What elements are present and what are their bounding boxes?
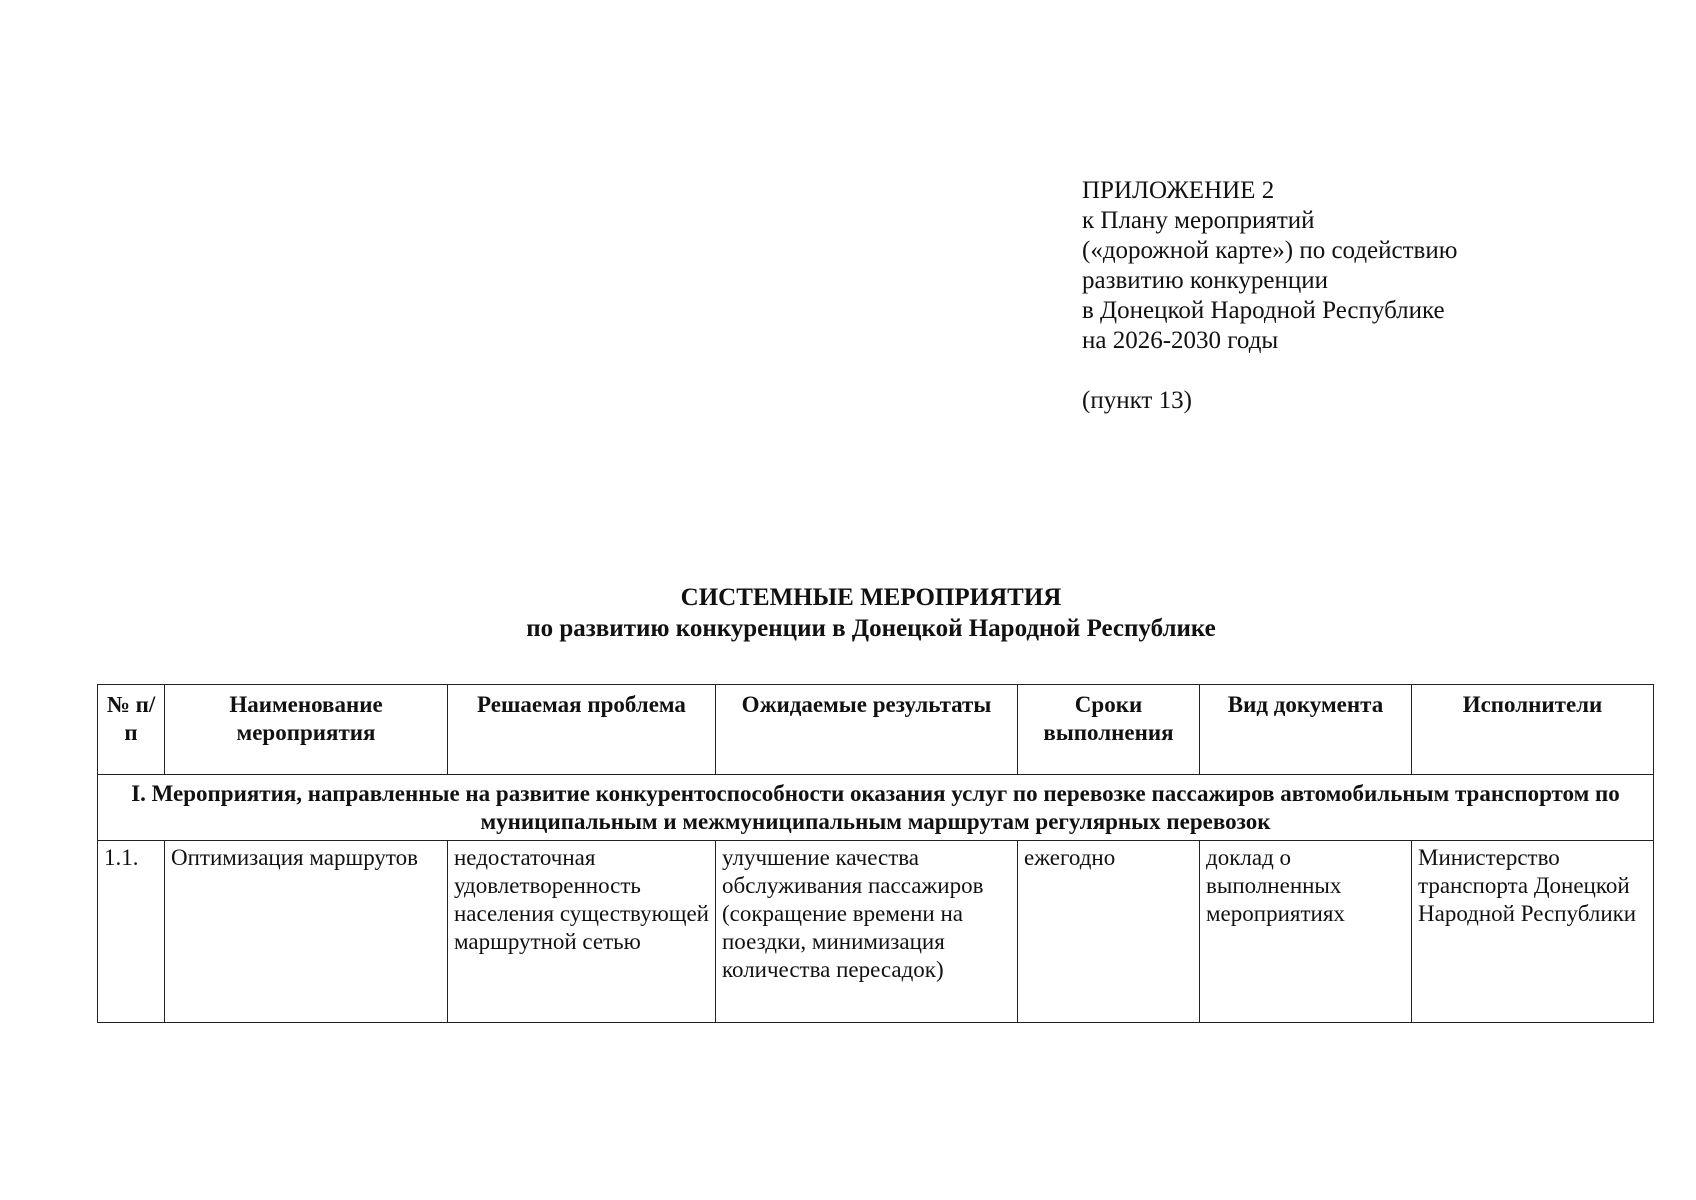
row-problem: недостаточная удовлетворенность населения существующей маршрутной сетью [448,841,716,1023]
row-executors: Министерство транспорта Донецкой Народной Республики [1412,841,1654,1023]
measures-table [97,684,1654,1023]
appendix-title: ПРИЛОЖЕНИЕ 2 [1082,177,1275,204]
row-term: ежегодно [1018,841,1200,1023]
section-row [98,775,1654,841]
document-title-sub: по развитию конкуренции в Донецкой Народной Республике [526,615,1216,642]
appendix-line: к Плану мероприятий [1082,207,1315,234]
document-title-main: СИСТЕМНЫЕ МЕРОПРИЯТИЯ [680,584,1062,611]
appendix-block [1082,176,1602,416]
section-title: I. Мероприятия, направленные на развитие конкурентоспособности оказания услуг по перевозке пассажиров автомобильным транспортом по муниципальным и межмуниципальным маршрутам регулярных перевозок [98,775,1654,841]
header-problem: Решаемая проблема [448,685,716,775]
document-title [0,582,1696,644]
row-document: доклад о выполненных мероприятиях [1200,841,1412,1023]
row-number: 1.1. [98,841,165,1023]
appendix-line: («дорожной карте») по содействию [1082,237,1458,264]
header-name: Наименование мероприятия [165,685,448,775]
table-header-row [98,685,1654,775]
appendix-line: развитию конкуренции [1082,267,1329,294]
header-executors: Исполнители [1412,685,1654,775]
header-document: Вид документа [1200,685,1412,775]
row-results: улучшение качества обслуживания пассажиров (сокращение времени на поездки, минимизация количества пересадок) [716,841,1018,1023]
appendix-line: на 2026-2030 годы [1082,327,1279,354]
appendix-point: (пункт 13) [1082,387,1192,414]
table-row [98,841,1654,1023]
appendix-line: в Донецкой Народной Республике [1082,297,1445,324]
header-results: Ожидаемые результаты [716,685,1018,775]
header-number: № п/п [98,685,165,775]
row-name: Оптимизация маршрутов [165,841,448,1023]
header-term: Сроки выполнения [1018,685,1200,775]
